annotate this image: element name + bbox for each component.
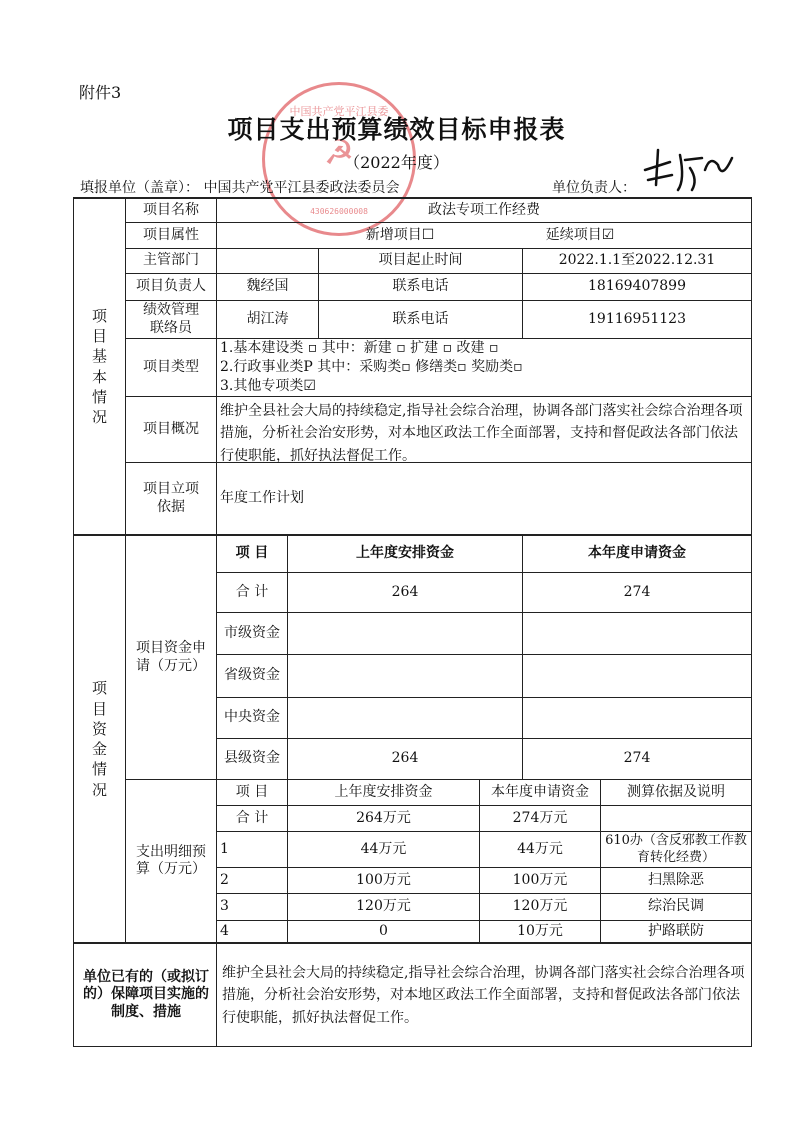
detail-row-label: 2 [220,871,229,888]
owner-label: 项目负责人 [136,278,206,295]
fund-row-this [523,698,751,738]
system-label: 单位已有的（或拟订的）保障项目实施的制度、措施 [83,968,209,1020]
fund-row-last: 264 [391,750,419,767]
seal-text: 中国共产党平江县委 [289,105,389,118]
detail-row-last: 264万元 [356,809,411,826]
period-value: 2022.1.1至2022.12.31 [558,252,716,269]
detail-col-last: 上年度安排资金 [334,783,433,800]
overview-text: 维护全县社会大局的持续稳定,指导社会综合治理，协调各部门落实社会综合治理各项措施，分析社会治安形势，对本地区政法工作全面部署，支持和督促政法各部门依法行使职能，抓好执法督促工作。 [220,403,743,464]
period-label: 项目起止时间 [378,252,463,269]
basis-value: 年度工作计划 [220,489,304,506]
seal-number: 430626000008 [310,207,368,216]
report-year: （2022年度） [344,153,449,172]
fund-row-label: 市级资金 [224,624,280,641]
detail-row-note: 610办（含反邪教工作教育转化经费） [605,833,747,865]
detail-row-note [601,806,751,831]
system-text: 维护全县社会大局的持续稳定,指导社会综合治理，协调各部门落实社会综合治理各项措施，分析社会治安形势，对本地区政法工作全面部署，支持和督促政法各部门依法行使职能，抓好执法督促工作。 [222,965,745,1026]
filler-unit [80,177,399,197]
overview-label: 项目概况 [143,420,199,437]
detail-row-this: 44万元 [517,840,563,857]
detail-row-label: 合 计 [235,809,269,826]
detail-row-note: 扫黑除恶 [648,871,704,888]
detail-row-this: 100万元 [512,871,568,888]
detail-row-last: 100万元 [356,871,411,888]
owner-value: 魏经国 [246,278,289,295]
project-name-value: 政法专项工作经费 [428,201,540,218]
seal-emblem-icon: ☭ [323,133,355,173]
section-char: 情 [91,387,107,406]
detail-row-label: 4 [220,922,229,939]
project-name-label: 项目名称 [143,201,199,218]
owner-phone-label: 联系电话 [392,278,449,295]
col-item-header: 项 目 [235,545,269,562]
unit-leader-label: 单位负责人： [552,180,636,196]
section-char: 项 [91,306,107,325]
project-attr-label: 项目属性 [143,226,199,243]
attr-continue-checkbox[interactable]: 延续项目☑ [545,226,615,243]
detail-row-this: 120万元 [512,898,568,915]
attr-new-checkbox[interactable]: 新增项目☐ [365,226,435,243]
detail-col-note: 测算依据及说明 [627,783,725,800]
liaison-value: 胡江涛 [246,310,289,327]
detail-row-last: 0 [379,922,388,939]
detail-row-last: 44万元 [360,840,407,857]
section-char: 目 [91,699,107,718]
detail-row-this: 10万元 [517,922,563,939]
funds-section-label [74,536,125,942]
fund-row-label: 合 计 [235,583,269,600]
detail-row-this: 274万元 [512,809,568,826]
section-char: 资 [91,719,107,738]
fund-row-label: 省级资金 [224,667,280,684]
section-char: 项 [91,679,107,698]
attachment-label: 附件3 [79,83,122,102]
detail-col-this: 本年度申请资金 [491,783,589,800]
detail-col-item: 项 目 [235,783,269,800]
basic-section-label [74,199,125,534]
section-char: 基 [91,347,107,366]
liaison-label: 绩效管理联络员 [143,302,199,336]
detail-row-label: 1 [220,840,229,857]
funds-apply-label: 项目资金申请（万元） [136,640,206,674]
page-title: 项目支出预算绩效目标申报表 [227,115,566,144]
type-option-1[interactable]: 1.基本建设类 ▫ 其中：新建 ▫ 扩建 ▫ 改建 ▫ [220,340,499,356]
section-char: 本 [91,367,107,386]
liaison-phone-label: 联系电话 [392,310,449,327]
liaison-phone: 19116951123 [588,310,686,327]
detail-row-label: 3 [220,898,229,915]
fund-row-last [288,613,522,654]
fund-row-this [523,655,751,697]
detail-row-note: 护路联防 [648,922,704,939]
section-char: 情 [91,760,107,779]
filler-value: 中国共产党平江县委政法委员会 [203,180,400,196]
section-char: 金 [91,740,107,758]
fund-row-label: 中央资金 [224,709,280,726]
col-last-year-header: 上年度安排资金 [356,545,454,562]
section-char: 况 [91,408,107,426]
fund-row-last: 264 [391,583,419,600]
fund-row-this: 274 [623,750,651,767]
section-char: 目 [91,327,107,345]
fund-row-label: 县级资金 [224,750,280,767]
handwritten-signature [640,140,740,195]
type-option-2[interactable]: 2.行政事业类P 其中：采购类▫ 修缮类▫ 奖励类▫ [220,359,523,375]
fund-row-last [288,698,522,738]
dept-label: 主管部门 [143,252,199,269]
project-type-options [220,339,750,396]
basis-label: 项目立项依据 [143,481,199,515]
detail-row-last: 120万元 [356,898,411,915]
detail-budget-label: 支出明细预算（万元） [136,843,206,877]
owner-phone: 18169407899 [588,278,686,295]
fund-row-last [288,655,522,697]
type-option-3[interactable]: 3.其他专项类☑ [220,378,316,394]
detail-row-note: 综治民调 [648,898,704,915]
fund-row-this [523,613,751,654]
project-type-label: 项目类型 [143,358,199,375]
section-char: 况 [91,780,107,799]
fund-row-this: 274 [623,583,651,600]
filler-label: 填报单位（盖章）： [80,180,199,196]
col-this-year-header: 本年度申请资金 [588,545,686,562]
